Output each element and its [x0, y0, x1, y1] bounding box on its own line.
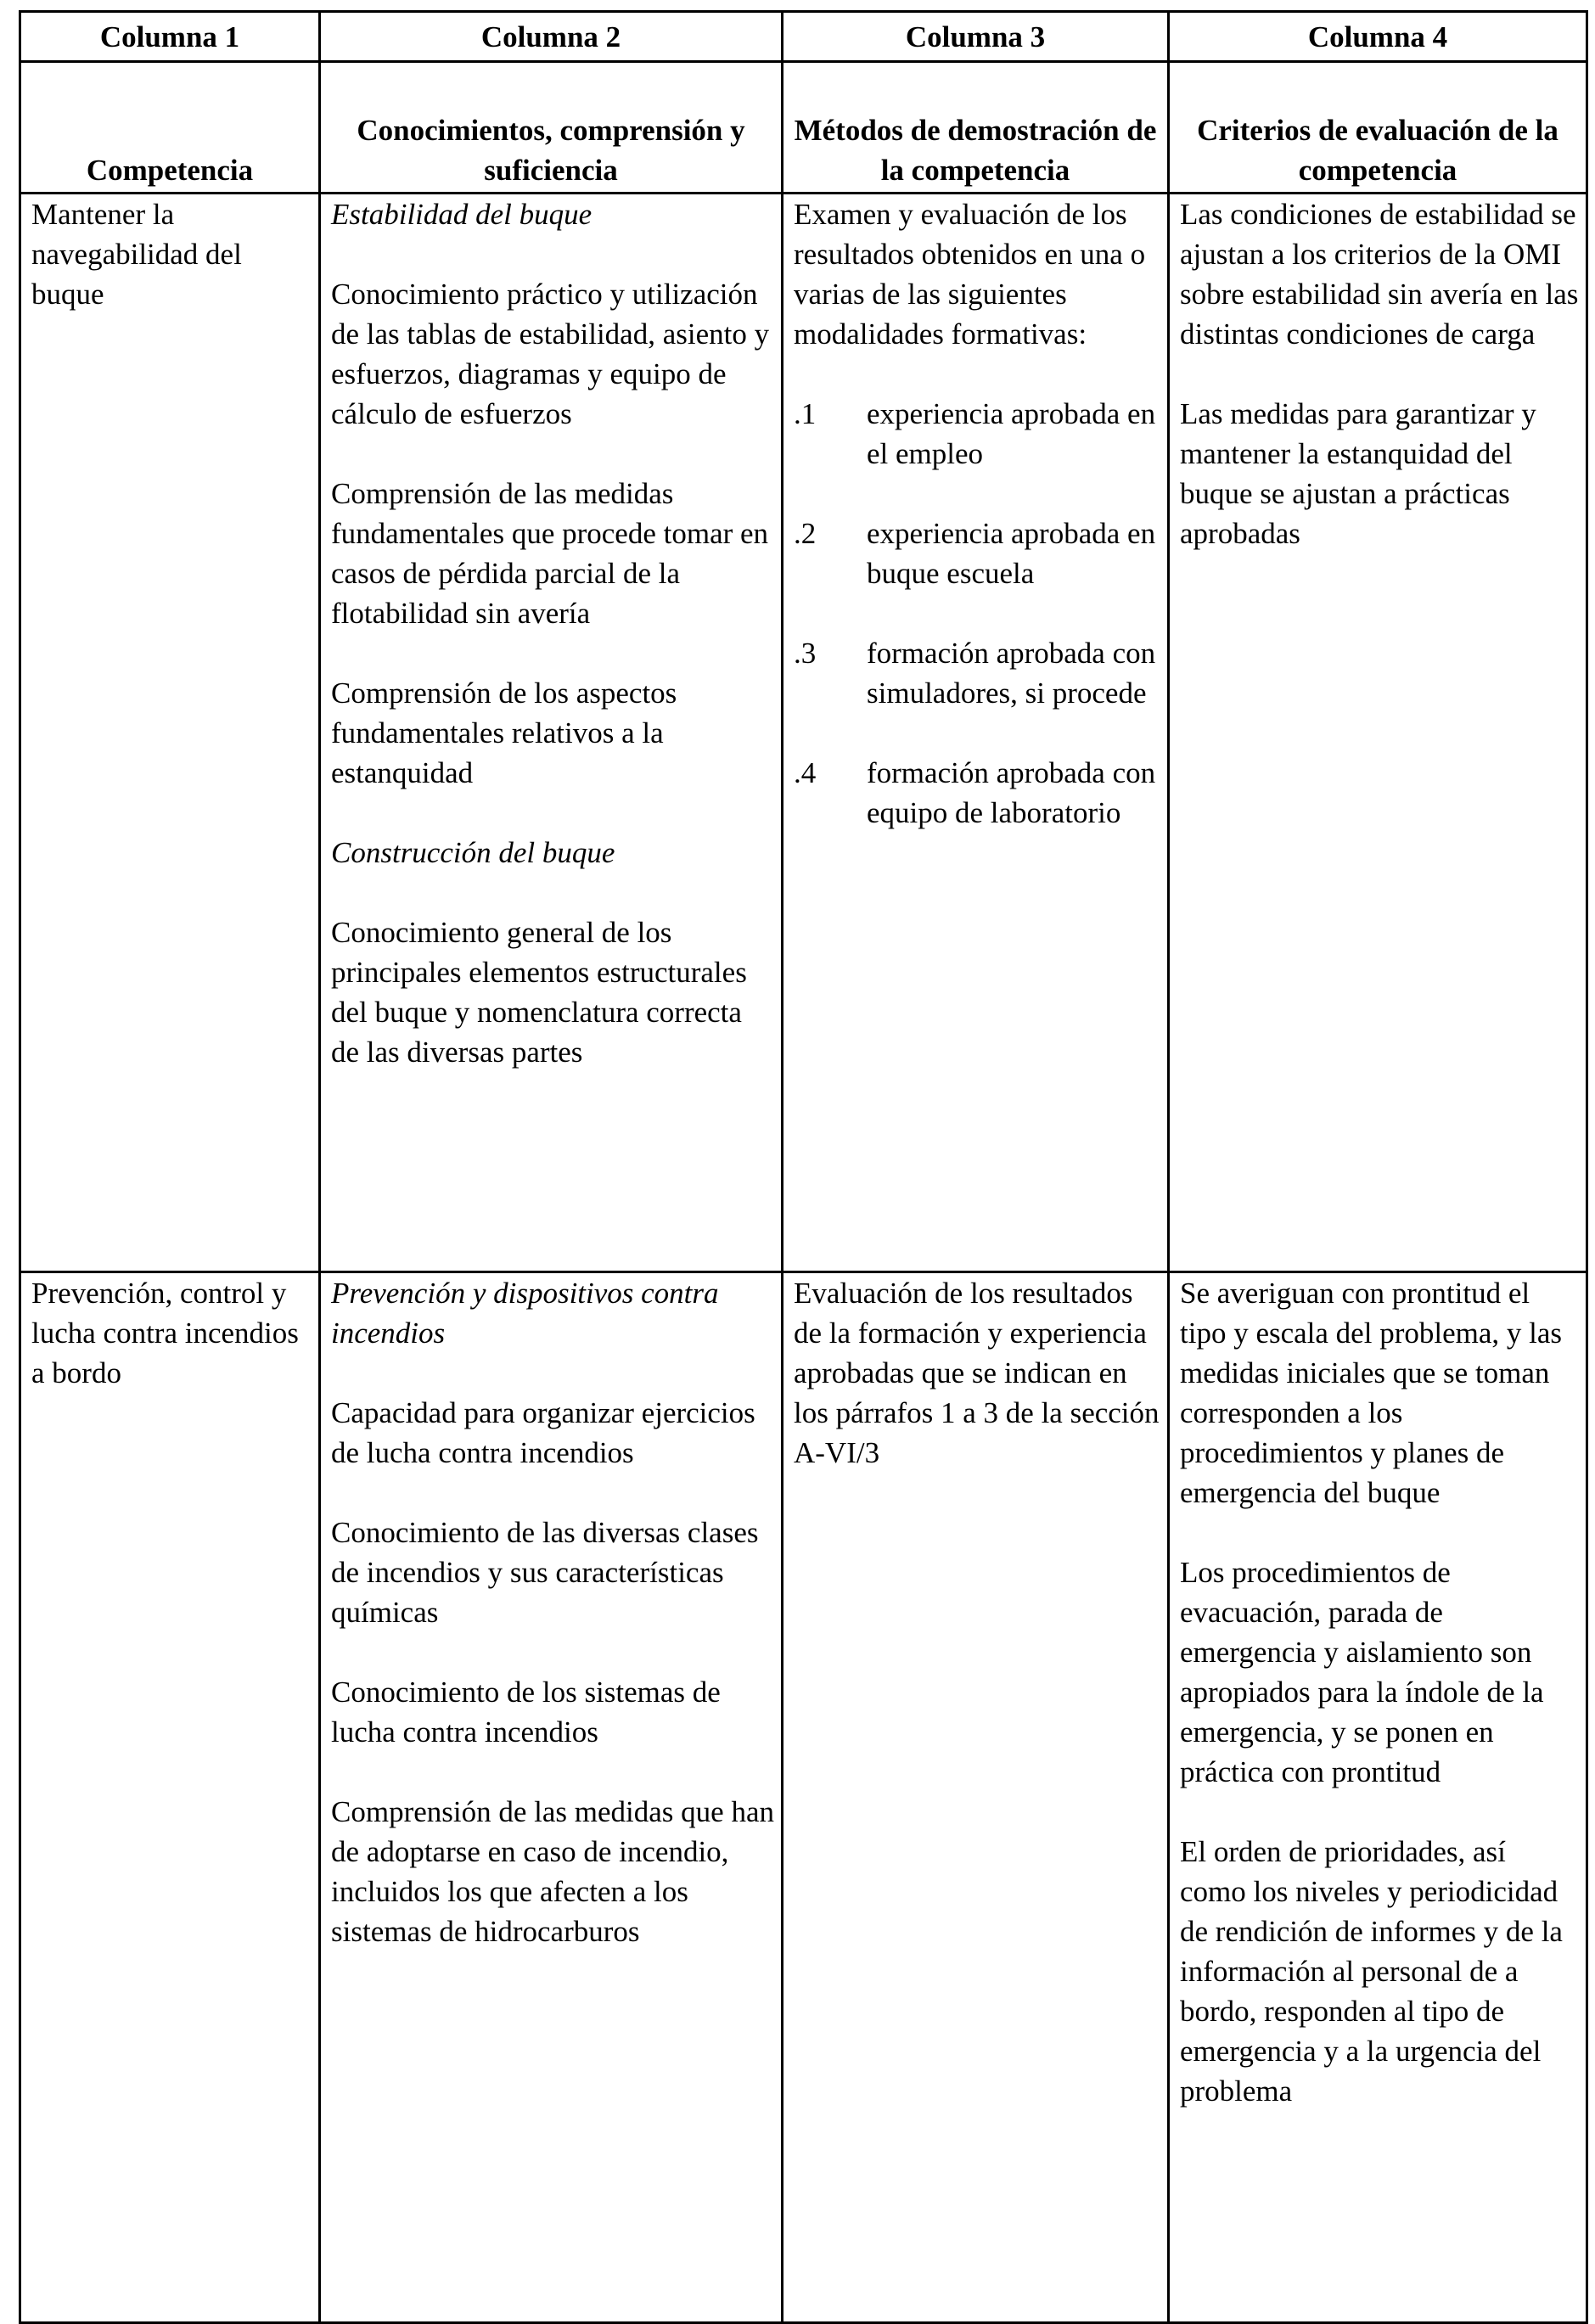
criteria-paragraph: Los procedimientos de evacuación, parada de emergencia y aislamiento son apropiados para la índole de la emergencia, y se ponen en práctica con prontitud [1180, 1556, 1544, 1788]
knowledge-paragraph: Conocimiento de los sistemas de lucha contra incendios [331, 1676, 721, 1749]
column-4-title: Criterios de evaluación de la competencia [1169, 62, 1587, 194]
competence-table [19, 10, 1588, 2324]
competencia-text: Mantener la navegabilidad del buque [31, 198, 242, 311]
criteria-paragraph: Se averiguan con prontitud el tipo y escala del problema, y las medidas iniciales que se toman corresponden a los procedimientos y planes de emergencia del buque [1180, 1277, 1562, 1509]
table-row [20, 1272, 1587, 2323]
list-item [794, 633, 1160, 713]
section-heading: Estabilidad del buque [331, 198, 593, 231]
criteria-paragraph: El orden de prioridades, así como los niveles y periodicidad de rendición de informes y de la información al personal de a bordo, responden al tipo de emergencia y a la urgencia del problema [1180, 1835, 1563, 2108]
column-3-number: Columna 3 [783, 12, 1169, 62]
list-item-number: .3 [794, 637, 817, 670]
methods-intro: Examen y evaluación de los resultados obtenidos en una o varias de las siguientes modalidades formativas: [794, 198, 1146, 351]
metodos-cell [783, 194, 1169, 1272]
list-item-text: experiencia aprobada en buque escuela [867, 517, 1156, 590]
column-1-number: Columna 1 [20, 12, 320, 62]
methods-intro: Evaluación de los resultados de la formación y experiencia aprobadas que se indican en los párrafos 1 a 3 de la sección A-VI/3 [794, 1277, 1160, 1469]
column-4-number: Columna 4 [1169, 12, 1587, 62]
column-title-row [20, 62, 1587, 194]
competencia-cell [20, 194, 320, 1272]
criteria-paragraph: Las medidas para garantizar y mantener la estanquidad del buque se ajustan a prácticas aprobadas [1180, 397, 1536, 550]
knowledge-paragraph: Comprensión de los aspectos fundamentales relativos a la estanquidad [331, 676, 677, 789]
column-number-row [20, 12, 1587, 62]
list-item-number: .4 [794, 756, 817, 789]
section-heading: Construcción del buque [331, 836, 615, 869]
list-item-number: .2 [794, 517, 817, 550]
list-item [794, 394, 1160, 474]
metodos-cell [783, 1272, 1169, 2323]
list-item-text: formación aprobada con equipo de laboratorio [867, 756, 1156, 829]
column-1-title: Competencia [20, 62, 320, 194]
list-item-number: .1 [794, 397, 817, 430]
column-2-number: Columna 2 [320, 12, 783, 62]
list-item-text: experiencia aprobada en el empleo [867, 397, 1156, 470]
knowledge-paragraph: Capacidad para organizar ejercicios de lucha contra incendios [331, 1396, 755, 1469]
criteria-paragraph: Las condiciones de estabilidad se ajustan a los criterios de la OMI sobre estabilidad sin avería en las distintas condiciones de carga [1180, 198, 1579, 351]
column-3-title: Métodos de demostración de la competencia [783, 62, 1169, 194]
table-row [20, 194, 1587, 1272]
list-item [794, 753, 1160, 833]
knowledge-paragraph: Comprensión de las medidas que han de adoptarse en caso de incendio, incluidos los que afecten a los sistemas de hidrocarburos [331, 1795, 774, 1948]
knowledge-paragraph: Conocimiento de las diversas clases de incendios y sus características químicas [331, 1516, 759, 1629]
knowledge-paragraph: Comprensión de las medidas fundamentales que procede tomar en casos de pérdida parcial de la flotabilidad sin avería [331, 477, 769, 630]
column-2-title: Conocimientos, comprensión y suficiencia [320, 62, 783, 194]
conocimientos-cell [320, 194, 783, 1272]
section-heading: Prevención y dispositivos contra incendios [331, 1277, 719, 1350]
knowledge-paragraph: Conocimiento práctico y utilización de las tablas de estabilidad, asiento y esfuerzos, diagramas y equipo de cálculo de esfuerzos [331, 278, 770, 430]
criterios-cell [1169, 194, 1587, 1272]
competencia-text: Prevención, control y lucha contra incendios a bordo [31, 1277, 299, 1389]
competencia-cell [20, 1272, 320, 2323]
list-item [794, 514, 1160, 593]
list-item-text: formación aprobada con simuladores, si procede [867, 637, 1156, 710]
knowledge-paragraph: Conocimiento general de los principales elementos estructurales del buque y nomenclatura correcta de las diversas partes [331, 916, 747, 1069]
conocimientos-cell [320, 1272, 783, 2323]
criterios-cell [1169, 1272, 1587, 2323]
